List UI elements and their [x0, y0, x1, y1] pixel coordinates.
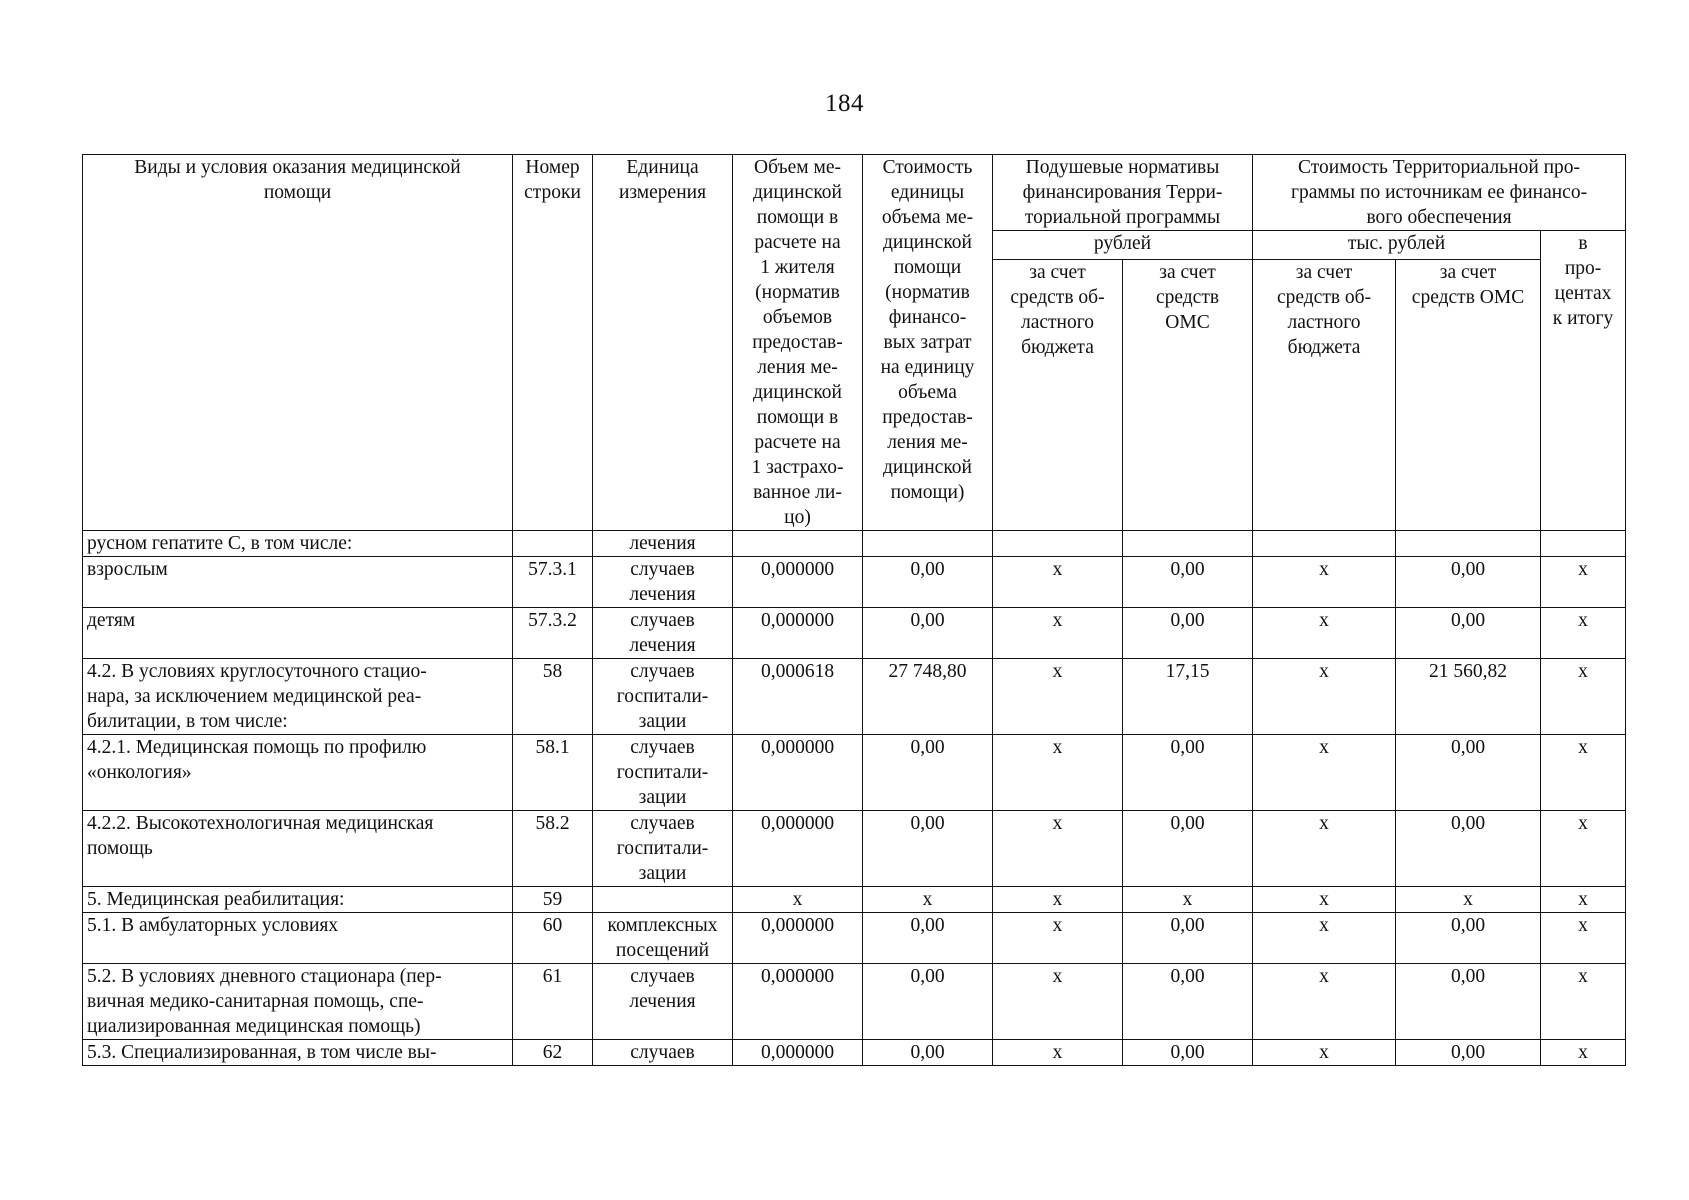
- cell-program-oms: 0,00: [1396, 557, 1541, 608]
- table-row: [83, 1040, 1626, 1066]
- cell-name: 5. Медицинская реабилитация:: [83, 887, 513, 913]
- cell-cost: 0,00: [863, 608, 993, 659]
- cell-per-capita-regional: х: [993, 659, 1123, 735]
- cell-per-capita-regional: х: [993, 913, 1123, 964]
- table-header: [83, 155, 1626, 531]
- cell-number: 59: [513, 887, 593, 913]
- cell-percent: х: [1541, 659, 1626, 735]
- table-row: [83, 659, 1626, 735]
- header-program-oms: за счет средств ОМС: [1396, 260, 1541, 531]
- cell-program-regional: [1253, 531, 1396, 557]
- cell-cost: [863, 531, 993, 557]
- cell-volume: 0,000000: [733, 608, 863, 659]
- cell-cost: х: [863, 887, 993, 913]
- cell-volume: 0,000000: [733, 1040, 863, 1066]
- cell-percent: [1541, 531, 1626, 557]
- cell-volume: 0,000000: [733, 913, 863, 964]
- cell-number: 57.3.1: [513, 557, 593, 608]
- cell-percent: х: [1541, 811, 1626, 887]
- cell-percent: х: [1541, 557, 1626, 608]
- cell-cost: 27 748,80: [863, 659, 993, 735]
- cell-unit: случаев лечения: [593, 608, 733, 659]
- cell-program-regional: х: [1253, 659, 1396, 735]
- cell-program-regional: х: [1253, 735, 1396, 811]
- cell-number: 61: [513, 964, 593, 1040]
- header-type: Виды и условия оказания медицинской помощи: [83, 155, 513, 531]
- cell-per-capita-oms: 0,00: [1123, 913, 1253, 964]
- header-program-regional: за счет средств об- ластного бюджета: [1253, 260, 1396, 531]
- header-per-capita-units: рублей: [993, 231, 1253, 260]
- cell-cost: 0,00: [863, 1040, 993, 1066]
- cell-number: [513, 531, 593, 557]
- cell-name: 4.2.1. Медицинская помощь по профилю «онкология»: [83, 735, 513, 811]
- cell-unit: случаев лечения: [593, 964, 733, 1040]
- cell-volume: х: [733, 887, 863, 913]
- cell-program-oms: 21 560,82: [1396, 659, 1541, 735]
- cell-program-oms: [1396, 531, 1541, 557]
- header-unit: Единица измерения: [593, 155, 733, 531]
- cell-cost: 0,00: [863, 735, 993, 811]
- cell-volume: 0,000000: [733, 964, 863, 1040]
- table-row: [83, 811, 1626, 887]
- cell-name: 5.2. В условиях дневного стационара (пер- вичная медико-санитарная помощь, спе- циализированная медицинская помощь): [83, 964, 513, 1040]
- cell-number: 58: [513, 659, 593, 735]
- cell-cost: 0,00: [863, 557, 993, 608]
- cell-number: 58.1: [513, 735, 593, 811]
- cell-program-oms: 0,00: [1396, 608, 1541, 659]
- header-volume: Объем ме- дицинской помощи в расчете на 1 жителя (норматив объемов предостав- ления ме- дицинской помощи в расчете на 1 застрахо- ванное ли- цо): [733, 155, 863, 531]
- financing-table: [82, 154, 1626, 1066]
- table-row: [83, 913, 1626, 964]
- cell-program-regional: х: [1253, 887, 1396, 913]
- table-row: [83, 735, 1626, 811]
- cell-name: 5.3. Специализированная, в том числе вы-: [83, 1040, 513, 1066]
- cell-per-capita-oms: 17,15: [1123, 659, 1253, 735]
- cell-name: 5.1. В амбулаторных условиях: [83, 913, 513, 964]
- header-row-number: Номер строки: [513, 155, 593, 531]
- cell-program-regional: х: [1253, 608, 1396, 659]
- header-cost: Стоимость единицы объема ме- дицинской помощи (норматив финансо- вых затрат на единицу объема предостав- ления ме- дицинской помощи): [863, 155, 993, 531]
- cell-per-capita-regional: х: [993, 887, 1123, 913]
- table-row: [83, 887, 1626, 913]
- cell-percent: х: [1541, 913, 1626, 964]
- cell-per-capita-regional: х: [993, 557, 1123, 608]
- cell-percent: х: [1541, 1040, 1626, 1066]
- header-per-capita-oms: за счет средств ОМС: [1123, 260, 1253, 531]
- cell-cost: 0,00: [863, 811, 993, 887]
- cell-name: 4.2.2. Высокотехнологичная медицинская помощь: [83, 811, 513, 887]
- cell-per-capita-oms: [1123, 531, 1253, 557]
- cell-per-capita-oms: 0,00: [1123, 608, 1253, 659]
- cell-unit: случаев госпитали- зации: [593, 811, 733, 887]
- cell-program-oms: 0,00: [1396, 964, 1541, 1040]
- cell-number: 62: [513, 1040, 593, 1066]
- cell-program-oms: 0,00: [1396, 1040, 1541, 1066]
- cell-unit: случаев лечения: [593, 557, 733, 608]
- cell-per-capita-oms: 0,00: [1123, 557, 1253, 608]
- cell-per-capita-regional: [993, 531, 1123, 557]
- cell-unit: [593, 887, 733, 913]
- cell-volume: 0,000618: [733, 659, 863, 735]
- cell-per-capita-regional: х: [993, 964, 1123, 1040]
- cell-per-capita-regional: х: [993, 1040, 1123, 1066]
- cell-percent: х: [1541, 887, 1626, 913]
- cell-program-regional: х: [1253, 557, 1396, 608]
- header-program-group: Стоимость Территориальной про- граммы по источникам ее финансо- вого обеспечения: [1253, 155, 1626, 231]
- header-program-units: тыс. рублей: [1253, 231, 1541, 260]
- cell-percent: х: [1541, 608, 1626, 659]
- cell-percent: х: [1541, 964, 1626, 1040]
- cell-program-regional: х: [1253, 964, 1396, 1040]
- cell-cost: 0,00: [863, 913, 993, 964]
- cell-number: 58.2: [513, 811, 593, 887]
- cell-unit: случаев госпитали- зации: [593, 735, 733, 811]
- cell-name: русном гепатите С, в том числе:: [83, 531, 513, 557]
- cell-program-oms: 0,00: [1396, 735, 1541, 811]
- cell-per-capita-regional: х: [993, 735, 1123, 811]
- cell-program-regional: х: [1253, 1040, 1396, 1066]
- cell-cost: 0,00: [863, 964, 993, 1040]
- cell-percent: х: [1541, 735, 1626, 811]
- table-row: [83, 964, 1626, 1040]
- cell-per-capita-oms: 0,00: [1123, 735, 1253, 811]
- cell-per-capita-oms: 0,00: [1123, 964, 1253, 1040]
- cell-per-capita-regional: х: [993, 811, 1123, 887]
- cell-volume: 0,000000: [733, 557, 863, 608]
- cell-program-oms: 0,00: [1396, 811, 1541, 887]
- cell-program-regional: х: [1253, 913, 1396, 964]
- cell-per-capita-oms: х: [1123, 887, 1253, 913]
- cell-name: детям: [83, 608, 513, 659]
- cell-per-capita-oms: 0,00: [1123, 1040, 1253, 1066]
- cell-name: 4.2. В условиях круглосуточного стацио- нара, за исключением медицинской реа- билитации, в том числе:: [83, 659, 513, 735]
- cell-number: 60: [513, 913, 593, 964]
- cell-program-oms: х: [1396, 887, 1541, 913]
- cell-volume: 0,000000: [733, 735, 863, 811]
- cell-volume: 0,000000: [733, 811, 863, 887]
- table-row: [83, 557, 1626, 608]
- page-number: 184: [825, 90, 864, 117]
- table-row: [83, 531, 1626, 557]
- cell-number: 57.3.2: [513, 608, 593, 659]
- cell-program-regional: х: [1253, 811, 1396, 887]
- cell-name: взрослым: [83, 557, 513, 608]
- cell-unit: случаев: [593, 1040, 733, 1066]
- cell-per-capita-regional: х: [993, 608, 1123, 659]
- cell-volume: [733, 531, 863, 557]
- cell-unit: комплексных посещений: [593, 913, 733, 964]
- cell-unit: случаев госпитали- зации: [593, 659, 733, 735]
- table-body: [83, 531, 1626, 1066]
- header-per-capita-group: Подушевые нормативы финансирования Терри- ториальной программы: [993, 155, 1253, 231]
- header-program-percent: в про- центах к итогу: [1541, 231, 1626, 531]
- cell-unit: лечения: [593, 531, 733, 557]
- cell-program-oms: 0,00: [1396, 913, 1541, 964]
- table-row: [83, 608, 1626, 659]
- cell-per-capita-oms: 0,00: [1123, 811, 1253, 887]
- header-per-capita-regional: за счет средств об- ластного бюджета: [993, 260, 1123, 531]
